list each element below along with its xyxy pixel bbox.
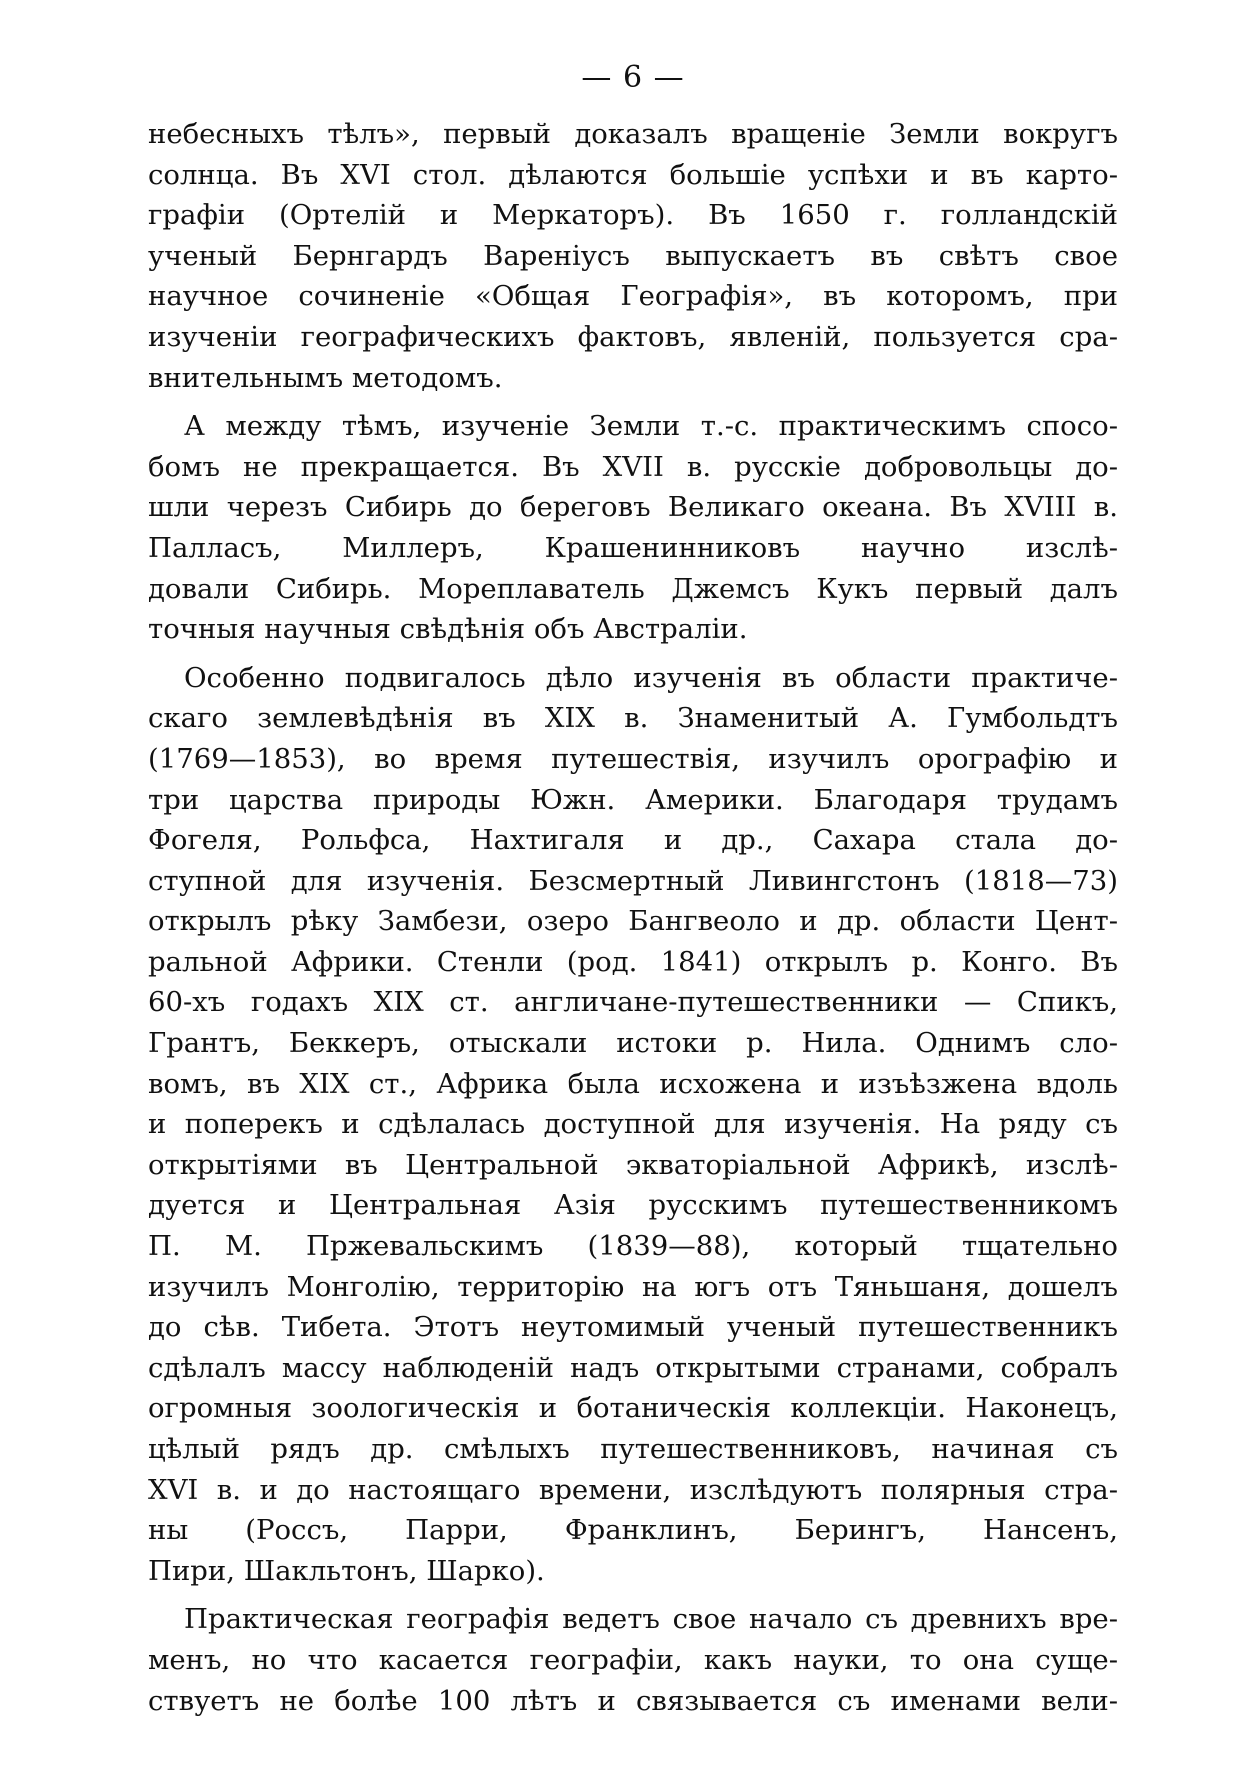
text-line: скаго землевѣдѣнія въ XIX в. Знаменитый А. Гумбольдтъ	[148, 702, 1118, 735]
text-line: ны (Россъ, Парри, Франклинъ, Берингъ, Нансенъ,	[148, 1514, 1118, 1547]
text-line: солнца. Въ XVI стол. дѣлаются большіе успѣхи и въ карто-	[148, 158, 1118, 191]
text-line: менъ, но что касается географіи, какъ науки, то она суще-	[148, 1643, 1118, 1676]
paragraph-2	[148, 406, 1118, 650]
text-line: точныя научныя свѣдѣнія объ Австраліи.	[148, 613, 748, 646]
text-line: А между тѣмъ, изученіе Земли т.-с. практическимъ спосо-	[184, 410, 1118, 443]
text-line: 60-хъ годахъ XIX ст. англичане-путешественники — Спикъ,	[148, 986, 1118, 1019]
text-line: (1769—1853), во время путешествія, изучилъ орографію и	[148, 742, 1118, 775]
text-line: цѣлый рядъ др. смѣлыхъ путешественниковъ, начиная съ	[148, 1433, 1118, 1465]
text-line: довали Сибирь. Мореплаватель Джемсъ Кукъ первый далъ	[148, 572, 1118, 605]
text-line: огромныя зоологическія и ботаническія коллекціи. Наконецъ,	[148, 1392, 1118, 1425]
text-line: П. М. Пржевальскимъ (1839—88), который тщательно	[148, 1230, 1118, 1263]
text-line: до сѣв. Тибета. Этотъ неутомимый ученый путешественникъ	[148, 1311, 1118, 1344]
text-line: Пири, Шакльтонъ, Шарко).	[148, 1554, 545, 1587]
text-line: ученый Бернгардъ Вареніусъ выпускаетъ въ свѣтъ свое	[148, 239, 1118, 272]
document-page	[148, 52, 1118, 1729]
paragraph-1	[148, 114, 1118, 398]
paragraph-4	[148, 1599, 1118, 1721]
text-line: XVI в. и до настоящаго времени, изслѣдуютъ полярныя стра-	[148, 1473, 1118, 1506]
text-line: графіи (Ортелій и Меркаторъ). Въ 1650 г. голландскій	[148, 199, 1118, 232]
text-line: Особенно подвигалось дѣло изученія въ области практиче-	[184, 661, 1118, 694]
text-line: ральной Африки. Стенли (род. 1841) открылъ р. Конго. Въ	[148, 945, 1118, 978]
text-line: небесныхъ тѣлъ», первый доказалъ вращеніе Земли вокругъ	[148, 118, 1118, 150]
text-line: и поперекъ и сдѣлалась доступной для изученія. На ряду съ	[148, 1108, 1118, 1141]
text-line: ступной для изученія. Безсмертный Ливингстонъ (1818—73)	[148, 864, 1118, 897]
text-line: изучилъ Монголію, территорію на югъ отъ Тяньшаня, дошелъ	[148, 1270, 1118, 1303]
text-line: открылъ рѣку Замбези, озеро Бангвеоло и др. области Цент-	[148, 905, 1118, 938]
text-line: Грантъ, Беккеръ, отыскали истоки р. Нила. Однимъ сло-	[148, 1027, 1118, 1060]
text-line: научное сочиненіе «Общая Географія», въ которомъ, при	[148, 280, 1118, 313]
text-line: Палласъ, Миллеръ, Крашенинниковъ научно изслѣ-	[148, 531, 1118, 564]
text-line: открытіями въ Центральной экваторіальной Африкѣ, изслѣ-	[148, 1148, 1118, 1181]
text-line: шли черезъ Сибирь до береговъ Великаго океана. Въ XVIII в.	[148, 491, 1118, 524]
text-line: внительнымъ методомъ.	[148, 361, 503, 394]
text-line: Практическая географія ведетъ свое начало съ древнихъ вре-	[184, 1603, 1118, 1636]
text-line: вомъ, въ XIX ст., Африка была исхожена и изъѣзжена вдоль	[148, 1067, 1118, 1100]
text-line: Фогеля, Рольфса, Нахтигаля и др., Сахара стала до-	[148, 824, 1118, 857]
text-line: три царства природы Южн. Америки. Благодаря трудамъ	[148, 783, 1118, 816]
text-line: сдѣлалъ массу наблюденій надъ открытыми странами, собралъ	[148, 1351, 1118, 1384]
text-line: дуется и Центральная Азія русскимъ путешественникомъ	[148, 1189, 1118, 1222]
text-line: изученіи географическихъ фактовъ, явленій, пользуется сра-	[148, 320, 1118, 353]
text-line: ствуетъ не болѣе 100 лѣтъ и связывается съ именами вели-	[148, 1684, 1118, 1717]
page-number: — 6 —	[581, 60, 685, 95]
paragraph-3	[148, 658, 1118, 1592]
text-line: бомъ не прекращается. Въ XVII в. русскіе добровольцы до-	[148, 450, 1118, 483]
